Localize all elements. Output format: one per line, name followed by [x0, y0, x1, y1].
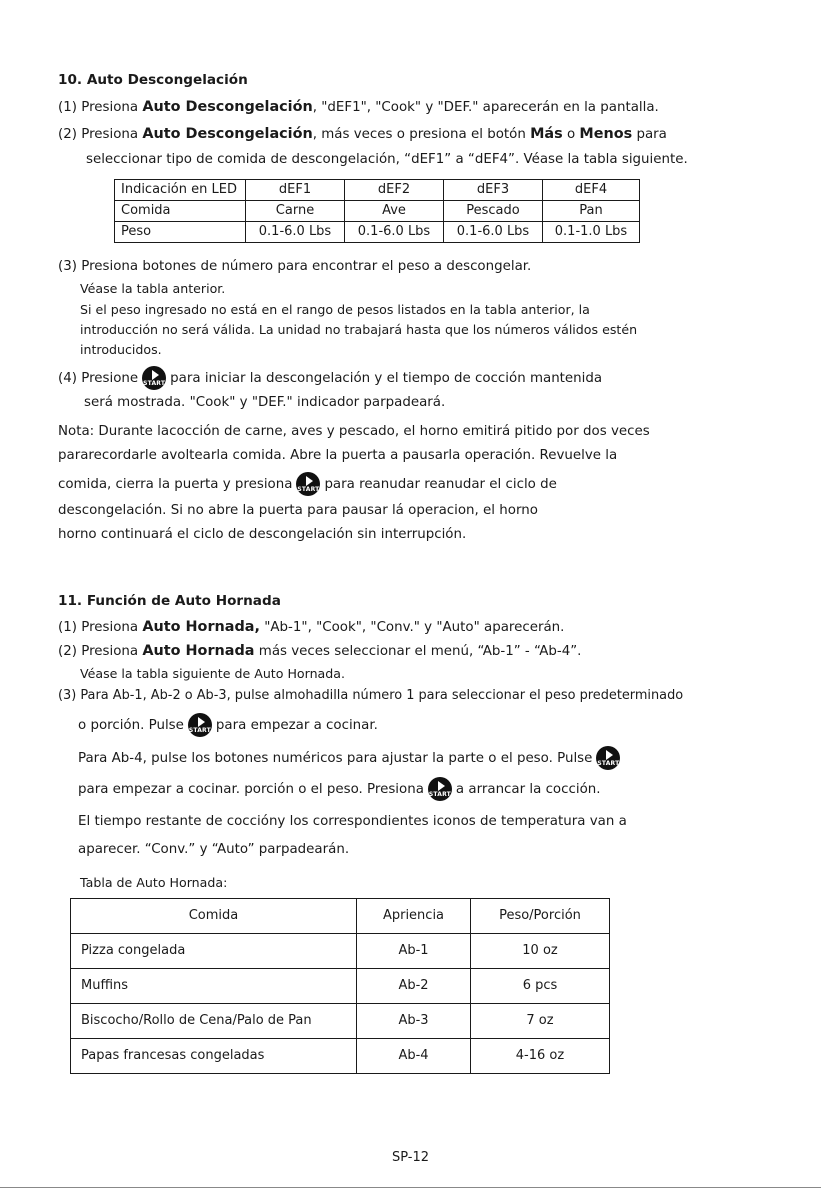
s11-step-3-line4: para empezar a cocinar. porción o el peso. Presiona START a arrancar la cocción.	[78, 777, 601, 801]
s11-step-2-line2: Véase la tabla siguiente de Auto Hornada.	[80, 666, 345, 681]
page-number: SP-12	[391, 1150, 430, 1165]
table-row: Biscocho/Rollo de Cena/Palo de Pan Ab-3 7 oz	[71, 1004, 610, 1039]
start-button-icon: START	[428, 777, 452, 801]
s10-note-line4: descongelación. Si no abre la puerta para pausar lá operacion, el horno	[58, 503, 538, 518]
s10-step-2: (2) Presiona Auto Descongelación, más veces o presiona el botón Más o Menos para	[58, 126, 667, 142]
s10-note-line5: horno continuará el ciclo de descongelación sin interrupción.	[58, 527, 467, 542]
section-11-heading: 11. Función de Auto Hornada	[58, 593, 281, 609]
table-header-row: Comida Apriencia Peso/Porción	[71, 899, 610, 934]
s10-step-3-line5: introducidos.	[80, 342, 162, 357]
s11-step-3-line2: o porción. Pulse START para empezar a cocinar.	[78, 713, 378, 737]
s10-note-line1: Nota: Durante lacocción de carne, aves y pescado, el horno emitirá pitido por dos veces	[58, 424, 650, 439]
s11-step-3-line5: El tiempo restante de coccióny los correspondientes iconos de temperatura van a	[78, 814, 627, 829]
s11-step-3-line6: aparecer. “Conv.” y “Auto” parpadearán.	[78, 842, 350, 857]
s10-step-3-line2: Véase la tabla anterior.	[80, 281, 226, 296]
table-row: Peso 0.1-6.0 Lbs 0.1-6.0 Lbs 0.1-6.0 Lbs 0.1-1.0 Lbs	[115, 222, 640, 243]
table-row: Muffins Ab-2 6 pcs	[71, 969, 610, 1004]
bottom-divider	[0, 1187, 821, 1188]
s10-step-2-line2: seleccionar tipo de comida de descongelación, “dEF1” a “dEF4”. Véase la tabla siguiente.	[86, 152, 688, 167]
section-10-heading: 10. Auto Descongelación	[58, 72, 248, 88]
s11-step-1: (1) Presiona Auto Hornada, "Ab-1", "Cook", "Conv." y "Auto" aparecerán.	[58, 619, 565, 635]
s10-step-3-line4: introducción no será válida. La unidad no trabajará hasta que los números válidos estén	[80, 322, 638, 337]
start-button-icon: START	[296, 472, 320, 496]
table-row: Papas francesas congeladas Ab-4 4-16 oz	[71, 1039, 610, 1074]
s10-step-3-line1: (3) Presiona botones de número para encontrar el peso a descongelar.	[58, 259, 532, 274]
s11-step-2: (2) Presiona Auto Hornada más veces seleccionar el menú, “Ab-1” - “Ab-4”.	[58, 643, 582, 659]
auto-bake-table-title: Tabla de Auto Hornada:	[80, 875, 228, 890]
s11-step-3-line1: (3) Para Ab-1, Ab-2 o Ab-3, pulse almohadilla número 1 para seleccionar el peso predeterminado	[58, 688, 684, 703]
table-row: Indicación en LED dEF1 dEF2 dEF3 dEF4	[115, 180, 640, 201]
s10-note-line3: comida, cierra la puerta y presiona START para reanudar reanudar el ciclo de	[58, 472, 557, 496]
start-button-icon: START	[188, 713, 212, 737]
s10-step-1: (1) Presiona Auto Descongelación, "dEF1", "Cook" y "DEF." aparecerán en la pantalla.	[58, 99, 659, 115]
start-button-icon: START	[596, 746, 620, 770]
table-row: Pizza congelada Ab-1 10 oz	[71, 934, 610, 969]
auto-bake-table	[70, 898, 610, 1074]
s10-step-4-line2: será mostrada. "Cook" y "DEF." indicador parpadeará.	[84, 395, 446, 410]
defrost-table	[114, 179, 640, 243]
s10-step-4: (4) Presione START para iniciar la descongelación y el tiempo de cocción mantenida	[58, 366, 602, 390]
s10-note-line2: pararecordarle avoltearla comida. Abre la puerta a pausarla operación. Revuelve la	[58, 448, 618, 463]
s10-step-3-line3: Si el peso ingresado no está en el rango de pesos listados en la tabla anterior, la	[80, 302, 590, 317]
start-button-icon: START	[142, 366, 166, 390]
table-row: Comida Carne Ave Pescado Pan	[115, 201, 640, 222]
s11-step-3-line3: Para Ab-4, pulse los botones numéricos para ajustar la parte o el peso. Pulse START	[78, 746, 624, 770]
